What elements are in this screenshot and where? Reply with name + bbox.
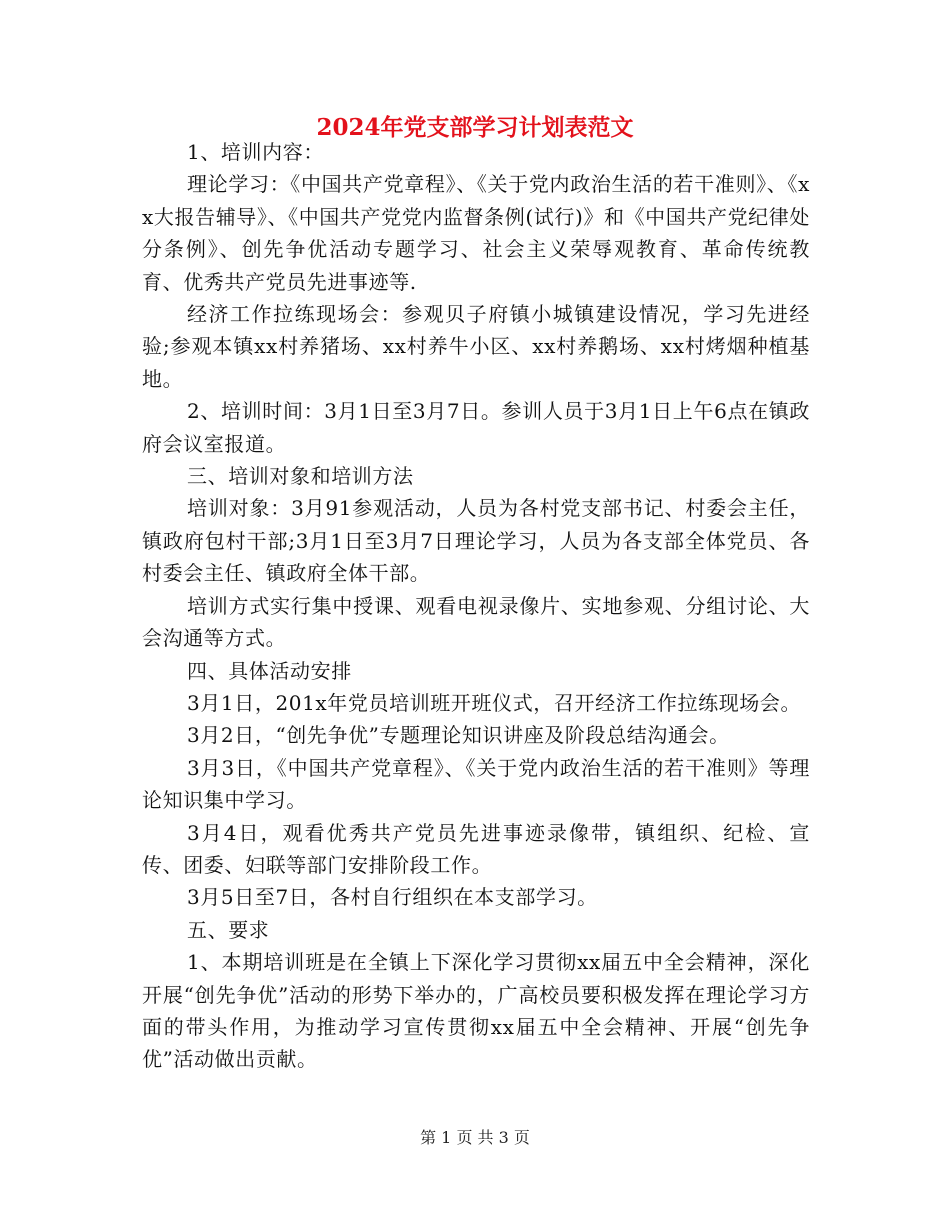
paragraph-training-targets: 培训对象：3月91参观活动，人员为各村党支部书记、村委会主任，镇政府包村干部;3月1日至3月7日理论学习，人员为各支部全体党员、各村委会主任、镇政府全体干部。 bbox=[142, 496, 810, 586]
document-title: 2024年党支部学习计划表范文 bbox=[316, 114, 634, 141]
paragraph-economic-field-meeting: 经济工作拉练现场会：参观贝子府镇小城镇建设情况，学习先进经验;参观本镇xx村养猪场、xx村养牛小区、xx村养鹅场、xx村烤烟种植基地。 bbox=[142, 302, 810, 391]
section-heading-requirements: 五、要求 bbox=[187, 917, 270, 942]
paragraph-training-methods: 培训方式实行集中授课、观看电视录像片、实地参观、分组讨论、大会沟通等方式。 bbox=[142, 593, 810, 651]
page-footer: 第 1 页 共 3 页 bbox=[420, 1128, 530, 1147]
paragraph-schedule-day-4: 3月4日，观看优秀共产党员先进事迹录像带，镇组织、纪检、宣传、团委、妇联等部门安排阶段工作。 bbox=[142, 820, 810, 877]
paragraph-training-time: 2、培训时间：3月1日至3月7日。参训人员于3月1日上午6点在镇政府会议室报道。 bbox=[142, 399, 810, 456]
paragraph-requirement-1: 1、本期培训班是在全镇上下深化学习贯彻xx届五中全会精神，深化开展“创先争优”活动的形势下举办的，广高校员要积极发挥在理论学习方面的带头作用，为推动学习宣传贯彻xx届五中全会精神、开展“创先争优”活动做出贡献。 bbox=[142, 950, 810, 1072]
paragraph-schedule-day-2: 3月2日，“创先争优”专题理论知识讲座及阶段总结沟通会。 bbox=[187, 723, 730, 748]
section-heading-training-targets: 三、培训对象和培训方法 bbox=[187, 464, 414, 489]
paragraph-training-content-heading: 1、培训内容： bbox=[187, 140, 324, 164]
section-heading-activity-schedule: 四、具体活动安排 bbox=[187, 658, 352, 683]
paragraph-schedule-day-5-7: 3月5日至7日，各村自行组织在本支部学习。 bbox=[187, 885, 598, 910]
paragraph-schedule-day-1: 3月1日，201x年党员培训班开班仪式，召开经济工作拉练现场会。 bbox=[187, 690, 802, 715]
paragraph-theory-study: 理论学习：《中国共产党章程》、《关于党内政治生活的若干准则》、《xx大报告辅导》、《中国共产党党内监督条例(试行)》和《中国共产党纪律处分条例》、创先争优活动专题学习、社会主义荣辱观教育、革命传统教育、优秀共产党员先进事迹等. bbox=[142, 172, 810, 294]
document-body bbox=[142, 136, 810, 1076]
paragraph-schedule-day-3: 3月3日，《中国共产党章程》、《关于党内政治生活的若干准则》等理论知识集中学习。 bbox=[142, 755, 810, 813]
